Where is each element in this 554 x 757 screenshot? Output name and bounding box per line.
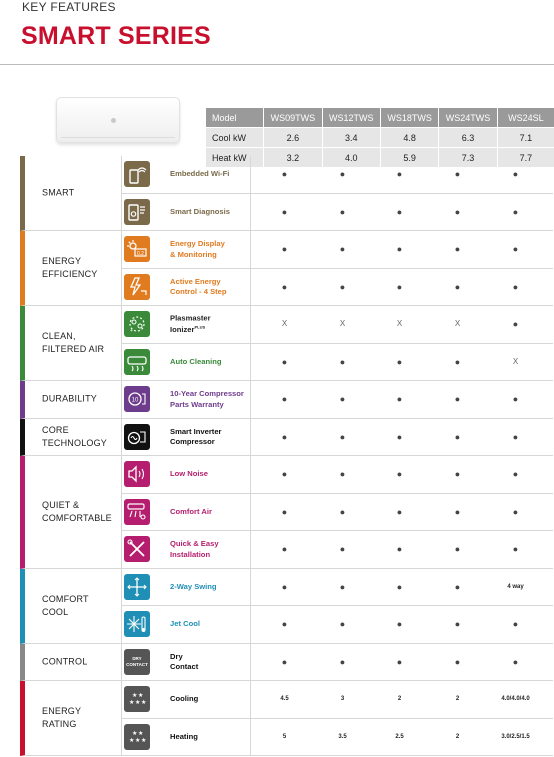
- feature-value-cell: ●: [281, 581, 288, 592]
- feature-name: Smart Diagnosis: [170, 206, 230, 216]
- column-divider: [250, 269, 251, 306]
- spec-header-cell: WS24TWS: [439, 108, 497, 128]
- feature-value-cell: 5: [282, 733, 287, 740]
- spec-cell: 3.4: [322, 128, 380, 148]
- feature-name: Smart Inverter Compressor: [170, 426, 222, 446]
- category-band: [20, 306, 122, 381]
- category-label: ENERGY RATING: [42, 705, 82, 729]
- column-divider: [250, 306, 251, 343]
- feature-value-cell: 2.5: [395, 733, 404, 740]
- feature-value-cell: ●: [396, 506, 403, 517]
- feature-value-cell: ●: [396, 356, 403, 367]
- comfort-air-icon: [124, 499, 150, 525]
- column-divider: [250, 569, 251, 606]
- spec-header-cell: WS24SL: [497, 108, 554, 128]
- feature-value-cell: ●: [281, 394, 288, 404]
- category-band: [20, 644, 122, 682]
- air-conditioner-image: [56, 97, 180, 143]
- category-band: [20, 231, 122, 306]
- feature-value-cell: ●: [512, 544, 519, 554]
- spec-cell: Cool kW: [206, 128, 264, 148]
- feature-value-cell: ●: [454, 356, 461, 367]
- feature-value-cell: ●: [396, 169, 403, 179]
- feature-value-cell: ●: [512, 469, 519, 479]
- feature-name: Jet Cool: [170, 619, 200, 629]
- feature-value-cell: ●: [454, 281, 461, 292]
- feature-value-cell: 4 way: [507, 583, 524, 590]
- category-label: QUIET & COMFORTABLE: [42, 499, 112, 523]
- feature-value-cell: ●: [281, 244, 288, 254]
- feature-value-cell: 4.0/4.0/4.0: [501, 696, 530, 702]
- feature-value-cell: ●: [396, 281, 403, 292]
- feature-value-cell: ●: [281, 544, 288, 554]
- feature-value-cell: 3.0/2.5/1.5: [501, 733, 530, 740]
- feature-name: Comfort Air: [170, 506, 212, 516]
- spec-header-row: [206, 108, 554, 128]
- feature-value-cell: ●: [512, 394, 519, 404]
- category-band: [20, 569, 122, 644]
- svg-text:★: ★: [135, 737, 141, 744]
- feature-value-cell: ●: [339, 169, 346, 179]
- feature-value-cell: X: [454, 319, 461, 328]
- feature-value-cell: ●: [396, 619, 403, 629]
- feature-value-cell: ●: [396, 206, 403, 217]
- feature-value-cell: ●: [339, 469, 346, 479]
- feature-value-cell: ●: [454, 206, 461, 217]
- spec-cell: 4.8: [380, 128, 438, 148]
- feature-value-cell: ●: [281, 469, 288, 479]
- spec-cell: 2.6: [264, 128, 322, 148]
- feature-name: Heating: [170, 731, 198, 741]
- feature-value-cell: ●: [339, 244, 346, 254]
- feature-name: Cooling: [170, 694, 199, 704]
- column-divider: [250, 194, 251, 231]
- feature-value-cell: ●: [512, 206, 519, 217]
- star-rating-icon: [124, 686, 150, 712]
- dry-contact-icon: DRY CONTACT: [124, 649, 150, 675]
- feature-value-cell: ●: [396, 544, 403, 554]
- spec-cell: 5.9: [380, 148, 438, 168]
- feature-value-cell: ●: [512, 431, 519, 442]
- feature-value-cell: ●: [512, 281, 519, 292]
- unit-vent: [61, 137, 175, 138]
- feature-value-cell: X: [281, 319, 288, 328]
- star-rating-icon: [124, 724, 150, 750]
- column-divider: [250, 381, 251, 418]
- feature-value-cell: ●: [512, 244, 519, 254]
- category-label: COMFORT COOL: [42, 593, 89, 617]
- warranty-icon: [124, 386, 150, 412]
- feature-name: 2-Way Swing: [170, 581, 217, 591]
- category-label: DURABILITY: [42, 393, 98, 404]
- spec-header-cell: Model: [206, 108, 264, 128]
- feature-value-cell: ●: [396, 431, 403, 442]
- feature-value-cell: ●: [339, 281, 346, 292]
- feature-value-cell: ●: [281, 431, 288, 442]
- swing-icon: [124, 574, 150, 600]
- feature-value-cell: ●: [281, 656, 288, 667]
- spec-cell: Heat kW: [206, 148, 264, 168]
- column-divider: [250, 419, 251, 456]
- feature-value-cell: ●: [339, 656, 346, 667]
- auto-cleaning-icon: [124, 349, 150, 375]
- feature-value-cell: ●: [281, 356, 288, 367]
- svg-text:★: ★: [132, 693, 138, 699]
- feature-value-cell: 3.5: [338, 733, 347, 740]
- column-divider: [250, 719, 251, 756]
- feature-value-cell: ●: [454, 506, 461, 517]
- feature-name: Embedded Wi-Fi: [170, 169, 230, 179]
- feature-value-cell: ●: [339, 356, 346, 367]
- feature-value-cell: ●: [454, 469, 461, 479]
- feature-value-cell: ●: [339, 619, 346, 629]
- ionizer-icon: [124, 311, 150, 337]
- features-table: [20, 156, 553, 756]
- jet-cool-icon: [124, 611, 150, 637]
- feature-value-cell: ●: [281, 281, 288, 292]
- feature-value-cell: 4.5: [280, 696, 289, 702]
- category-label: SMART: [42, 187, 75, 198]
- feature-name: Dry Contact: [170, 651, 199, 671]
- column-divider: [250, 344, 251, 381]
- feature-value-cell: ●: [454, 394, 461, 404]
- feature-value-cell: ●: [396, 394, 403, 404]
- feature-value-cell: ●: [454, 169, 461, 179]
- feature-name: Active Energy Control - 4 Step: [170, 276, 227, 296]
- category-band: [20, 156, 122, 231]
- feature-value-cell: ●: [512, 169, 519, 179]
- spec-header-cell: WS12TWS: [322, 108, 380, 128]
- feature-value-cell: X: [512, 356, 519, 366]
- feature-value-cell: ●: [281, 169, 288, 179]
- header-divider: [0, 64, 554, 65]
- wifi-phone-icon: [124, 161, 150, 187]
- column-divider: [250, 456, 251, 493]
- svg-text:+: +: [130, 328, 133, 334]
- feature-value-cell: ●: [512, 656, 519, 667]
- svg-text:★: ★: [132, 730, 138, 737]
- feature-name: Auto Cleaning: [170, 356, 222, 366]
- feature-value-cell: ●: [454, 431, 461, 442]
- category-band: [20, 456, 122, 569]
- spec-row-cool: [206, 128, 554, 148]
- feature-value-cell: 2: [397, 696, 402, 702]
- spec-cell: 7.1: [497, 128, 554, 148]
- feature-value-cell: ●: [339, 544, 346, 554]
- feature-value-cell: 2: [455, 733, 460, 740]
- installation-icon: [124, 536, 150, 562]
- feature-name: Plasmaster Ionizer$^{PLUS}$: [170, 313, 211, 334]
- diagnosis-phone-icon: [124, 199, 150, 225]
- feature-value-cell: ●: [396, 656, 403, 667]
- column-divider: [250, 606, 251, 643]
- brand-logo-mark: [111, 118, 116, 123]
- column-divider: [250, 494, 251, 531]
- feature-value-cell: ●: [454, 581, 461, 592]
- feature-name-superscript: PLUS: [194, 323, 206, 329]
- column-divider: [250, 156, 251, 193]
- feature-name: Quick & Easy Installation: [170, 539, 219, 559]
- feature-value-cell: ●: [339, 581, 346, 592]
- svg-text:★: ★: [141, 700, 147, 706]
- feature-value-cell: X: [339, 319, 346, 328]
- key-features-label: KEY FEATURES: [22, 0, 116, 14]
- spec-cell: 6.3: [439, 128, 497, 148]
- svg-text:10: 10: [131, 397, 139, 404]
- feature-value-cell: ●: [454, 244, 461, 254]
- category-band: [20, 381, 122, 419]
- feature-value-cell: 2: [455, 696, 460, 702]
- category-label: CLEAN, FILTERED AIR: [42, 330, 105, 354]
- feature-value-cell: ●: [281, 206, 288, 217]
- feature-value-cell: ●: [339, 506, 346, 517]
- energy-display-icon: [124, 236, 150, 262]
- feature-value-cell: ●: [454, 656, 461, 667]
- svg-text:★: ★: [129, 700, 135, 706]
- column-divider: [250, 531, 251, 568]
- feature-value-cell: ●: [339, 431, 346, 442]
- category-band: [20, 681, 122, 756]
- category-label: CONTROL: [42, 656, 88, 667]
- feature-name: Energy Display & Monitoring: [170, 239, 225, 259]
- energy-control-icon: [124, 274, 150, 300]
- spec-cell: 3.2: [264, 148, 322, 168]
- feature-value-cell: ●: [281, 506, 288, 517]
- spec-cell: 7.3: [439, 148, 497, 168]
- feature-value-cell: ●: [396, 244, 403, 254]
- feature-value-cell: ●: [339, 394, 346, 404]
- inverter-compressor-icon: [124, 424, 150, 450]
- column-divider: [250, 644, 251, 681]
- column-divider: [250, 681, 251, 718]
- feature-value-cell: X: [396, 319, 403, 328]
- svg-text:★: ★: [135, 700, 141, 706]
- feature-value-cell: ●: [396, 581, 403, 592]
- svg-text:★: ★: [138, 693, 144, 699]
- feature-name: 10-Year Compressor Parts Warranty: [170, 389, 244, 409]
- svg-text:★: ★: [141, 737, 147, 744]
- svg-text:0.2: 0.2: [137, 251, 144, 257]
- feature-value-cell: ●: [454, 619, 461, 629]
- spec-cell: 7.7: [497, 148, 554, 168]
- low-noise-icon: [124, 461, 150, 487]
- spec-cell: 4.0: [322, 148, 380, 168]
- feature-name: Low Noise: [170, 469, 208, 479]
- category-band: [20, 419, 122, 457]
- feature-value-cell: ●: [512, 506, 519, 517]
- spec-header-cell: WS18TWS: [380, 108, 438, 128]
- page-title: SMART SERIES: [21, 22, 211, 50]
- category-label: ENERGY EFFICIENCY: [42, 255, 98, 279]
- svg-text:★: ★: [129, 737, 135, 744]
- column-divider: [250, 231, 251, 268]
- feature-value-cell: ●: [512, 619, 519, 629]
- feature-value-cell: ●: [512, 319, 519, 329]
- feature-value-cell: ●: [339, 206, 346, 217]
- category-label: CORE TECHNOLOGY: [42, 424, 108, 448]
- feature-value-cell: ●: [396, 469, 403, 479]
- feature-value-cell: 3: [340, 696, 345, 702]
- spec-header-cell: WS09TWS: [264, 108, 322, 128]
- feature-value-cell: ●: [454, 544, 461, 554]
- feature-value-cell: ●: [281, 619, 288, 629]
- svg-text:★: ★: [138, 730, 144, 737]
